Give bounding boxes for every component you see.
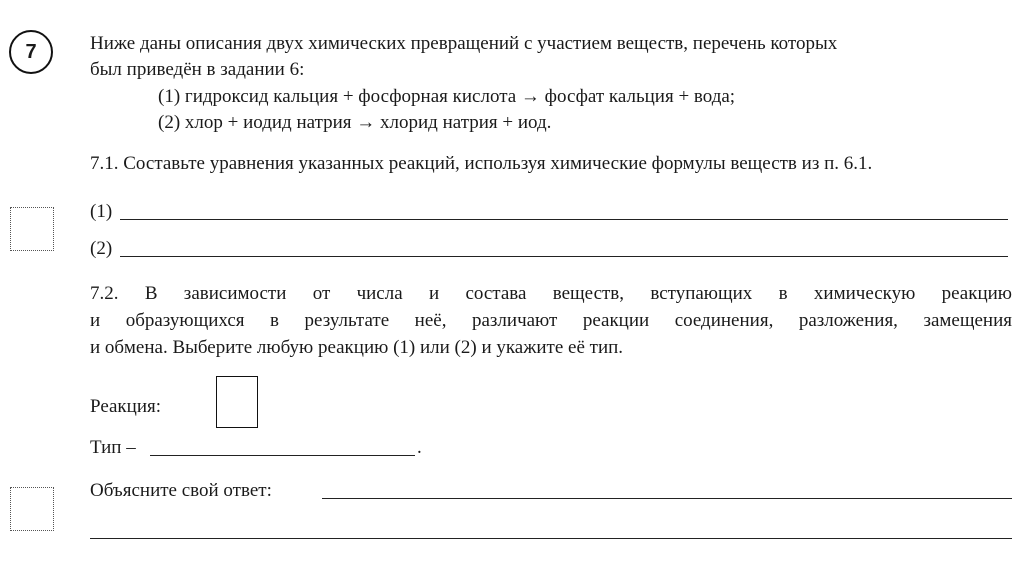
reaction-1-description: (1) гидроксид кальция + фосфорная кислота → фосфат кальция + вода; bbox=[158, 86, 736, 107]
task-number: 7 bbox=[25, 40, 37, 63]
explain-line-1[interactable] bbox=[322, 498, 1012, 499]
task-number-badge bbox=[9, 30, 53, 74]
explain-label: Объясните свой ответ: bbox=[90, 480, 272, 501]
type-label: Тип – bbox=[90, 437, 136, 458]
answer-1-label: (1) bbox=[90, 201, 113, 222]
reaction-label: Реакция: bbox=[90, 396, 161, 417]
question-7-2-line-1: 7.2. В зависимости от числа и состава веществ, вступающих в химическую реакцию bbox=[90, 283, 1012, 304]
intro-line-1: Ниже даны описания двух химических превращений с участием веществ, перечень которых bbox=[90, 33, 838, 54]
reaction-number-box[interactable] bbox=[216, 376, 258, 428]
question-7-2-line-3: и обмена. Выберите любую реакцию (1) или (2) и укажите её тип. bbox=[90, 337, 624, 358]
question-7-1-text: 7.1. Составьте уравнения указанных реакций, используя химические формулы веществ из п. 6.1. bbox=[90, 153, 873, 174]
score-box-7-1 bbox=[10, 207, 54, 251]
score-box-7-2 bbox=[10, 487, 54, 531]
answer-2-line[interactable] bbox=[120, 256, 1008, 257]
explain-line-2[interactable] bbox=[90, 538, 1012, 539]
question-7-2-line-2: и образующихся в результате неё, различают реакции соединения, разложения, замещения bbox=[90, 310, 1012, 331]
answer-1-line[interactable] bbox=[120, 219, 1008, 220]
answer-2-label: (2) bbox=[90, 238, 113, 259]
intro-line-2: был приведён в задании 6: bbox=[90, 59, 305, 80]
reaction-2-description: (2) хлор + иодид натрия → хлорид натрия + иод. bbox=[158, 112, 552, 133]
type-end-dot: . bbox=[417, 437, 422, 458]
type-answer-line[interactable] bbox=[150, 455, 415, 456]
